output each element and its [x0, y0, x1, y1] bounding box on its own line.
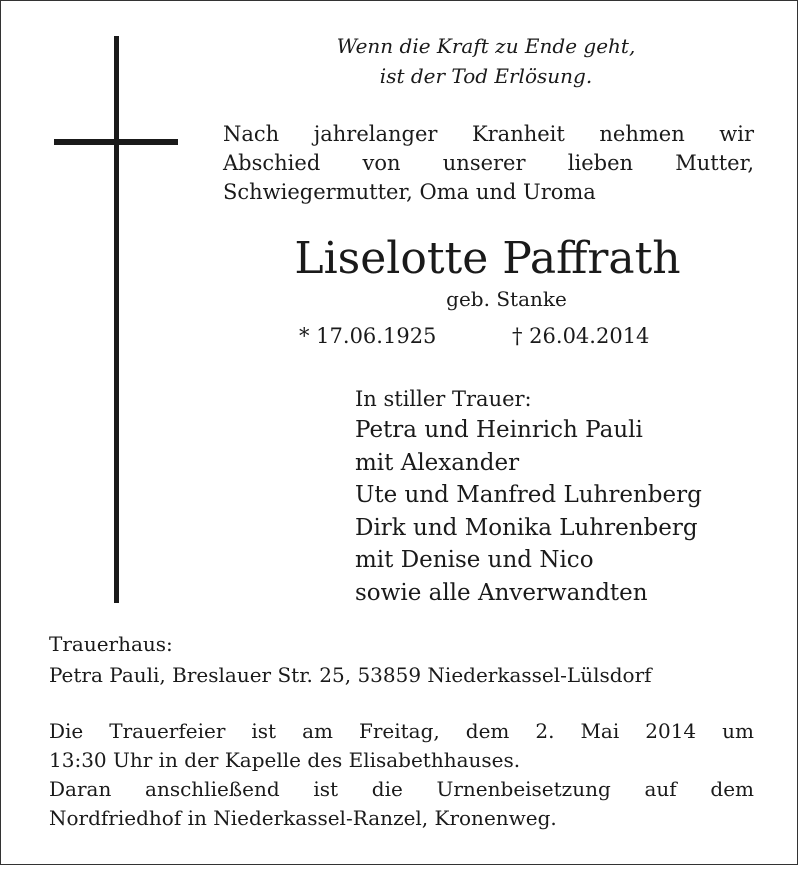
intro-text [223, 120, 754, 207]
mourner-line: Petra und Heinrich Pauli [355, 417, 643, 443]
intro-line: Abschied von unserer lieben Mutter, [223, 151, 754, 175]
motto-line: Wenn die Kraft zu Ende geht, [336, 34, 636, 58]
mourner-line: sowie alle Anverwandten [355, 579, 648, 606]
mourner-line: Dirk und Monika Luhrenberg [355, 514, 698, 541]
death-date: † 26.04.2014 [512, 324, 650, 348]
intro-line: Nach jahrelanger Kranheit nehmen wir [223, 122, 754, 146]
ceremony-line: 13:30 Uhr in der Kapelle des Elisabethhauses. [49, 748, 521, 772]
mourning-house-label: Trauerhaus: [49, 632, 173, 656]
motto-line: ist der Tod Erlösung. [379, 64, 593, 88]
deceased-name: Liselotte Paffrath [294, 233, 681, 284]
maiden-name: geb. Stanke [446, 287, 567, 311]
mourning-house-address: Petra Pauli, Breslauer Str. 25, 53859 Niederkassel-Lülsdorf [49, 663, 652, 687]
mourner-line: mit Denise und Nico [355, 547, 594, 573]
ceremony-line: Die Trauerfeier ist am Freitag, dem 2. Mai 2014 um [49, 719, 754, 743]
mourners-heading: In stiller Trauer: [355, 387, 532, 411]
mourning-house [49, 629, 759, 691]
motto [261, 31, 711, 91]
mourner-line: Ute und Manfred Luhrenberg [355, 482, 702, 508]
ceremony-info [49, 717, 754, 833]
intro-line: Schwiegermutter, Oma und Uroma [223, 180, 596, 204]
birth-date: * 17.06.1925 [299, 324, 437, 348]
mourners-block [355, 384, 785, 609]
ceremony-line: Daran anschließend ist die Urnenbeisetzung auf dem [49, 777, 754, 801]
mourner-line: mit Alexander [355, 449, 520, 476]
ceremony-line: Nordfriedhof in Niederkassel-Ranzel, Kronenweg. [49, 806, 557, 830]
cross-vertical-beam [114, 36, 119, 603]
cross-horizontal-beam [54, 139, 178, 145]
